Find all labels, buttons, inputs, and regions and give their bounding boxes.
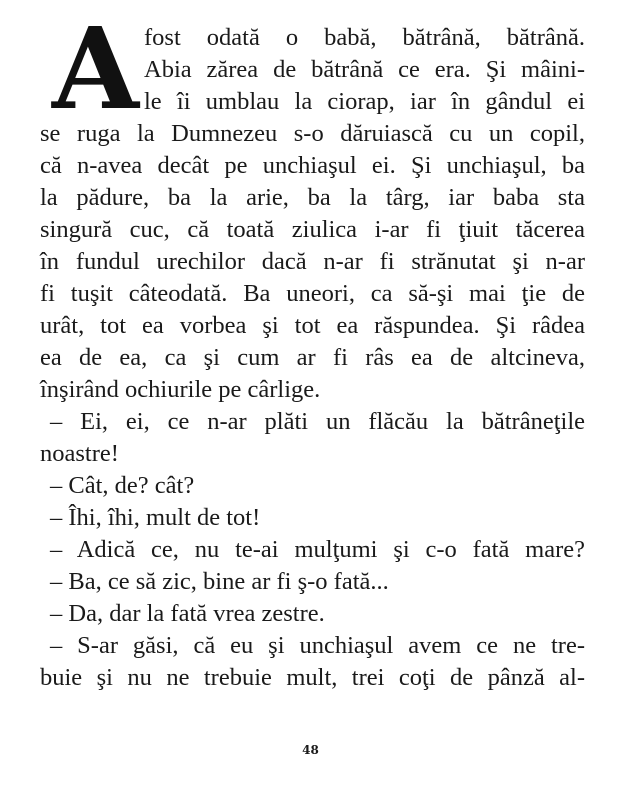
text-line: la pădure, ba la arie, ba la târg, iar baba sta [40,184,585,211]
text-line: noastre! [40,440,119,467]
text-line: fost odată o babă, bătrână, bătrână. [144,24,585,51]
text-line: că n-avea decât pe unchiaşul ei. Şi unchiaşul, ba [40,152,585,179]
text-line: se ruga la Dumnezeu s-o dăruiască cu un copil, [40,120,585,147]
text-line: singură cuc, că toată ziulica i-ar fi ţiuit tăcerea [40,216,585,243]
text-line: buie şi nu ne trebuie mult, trei coţi de pânză al- [40,664,585,691]
page-number: 48 [302,743,319,757]
dialogue-line: – Cât, de? cât? [50,472,195,499]
dialogue-line: – Da, dar la fată vrea zestre. [50,600,325,627]
text-line: Abia zărea de bătrână ce era. Şi mâini- [144,56,585,83]
text-line: în fundul urechilor dacă n-ar fi strănutat şi n-ar [40,248,585,275]
text-line: le îi umblau la ciorap, iar în gândul ei [144,88,585,115]
dialogue-line: – Ei, ei, ce n-ar plăti un flăcău la bătrâneţile [50,408,585,435]
dialogue-line: – Ba, ce să zic, bine ar fi ş-o fată... [50,568,389,595]
drop-cap-initial: A [52,4,139,135]
dialogue-line: – Îhi, îhi, mult de tot! [50,504,261,531]
text-line: urât, tot ea vorbea şi tot ea răspundea. Şi râdea [40,312,585,339]
text-line: ea de ea, ca şi cum ar fi râs ea de altcineva, [40,344,585,371]
text-line: fi tuşit câteodată. Ba uneori, ca să-şi mai ţie de [40,280,585,307]
dialogue-line: – S-ar găsi, că eu şi unchiaşul avem ce ne tre- [50,632,585,659]
text-line: înşirând ochiurile pe cârlige. [40,376,321,403]
dialogue-line: – Adică ce, nu te-ai mulţumi şi c-o fată mare? [50,536,585,563]
